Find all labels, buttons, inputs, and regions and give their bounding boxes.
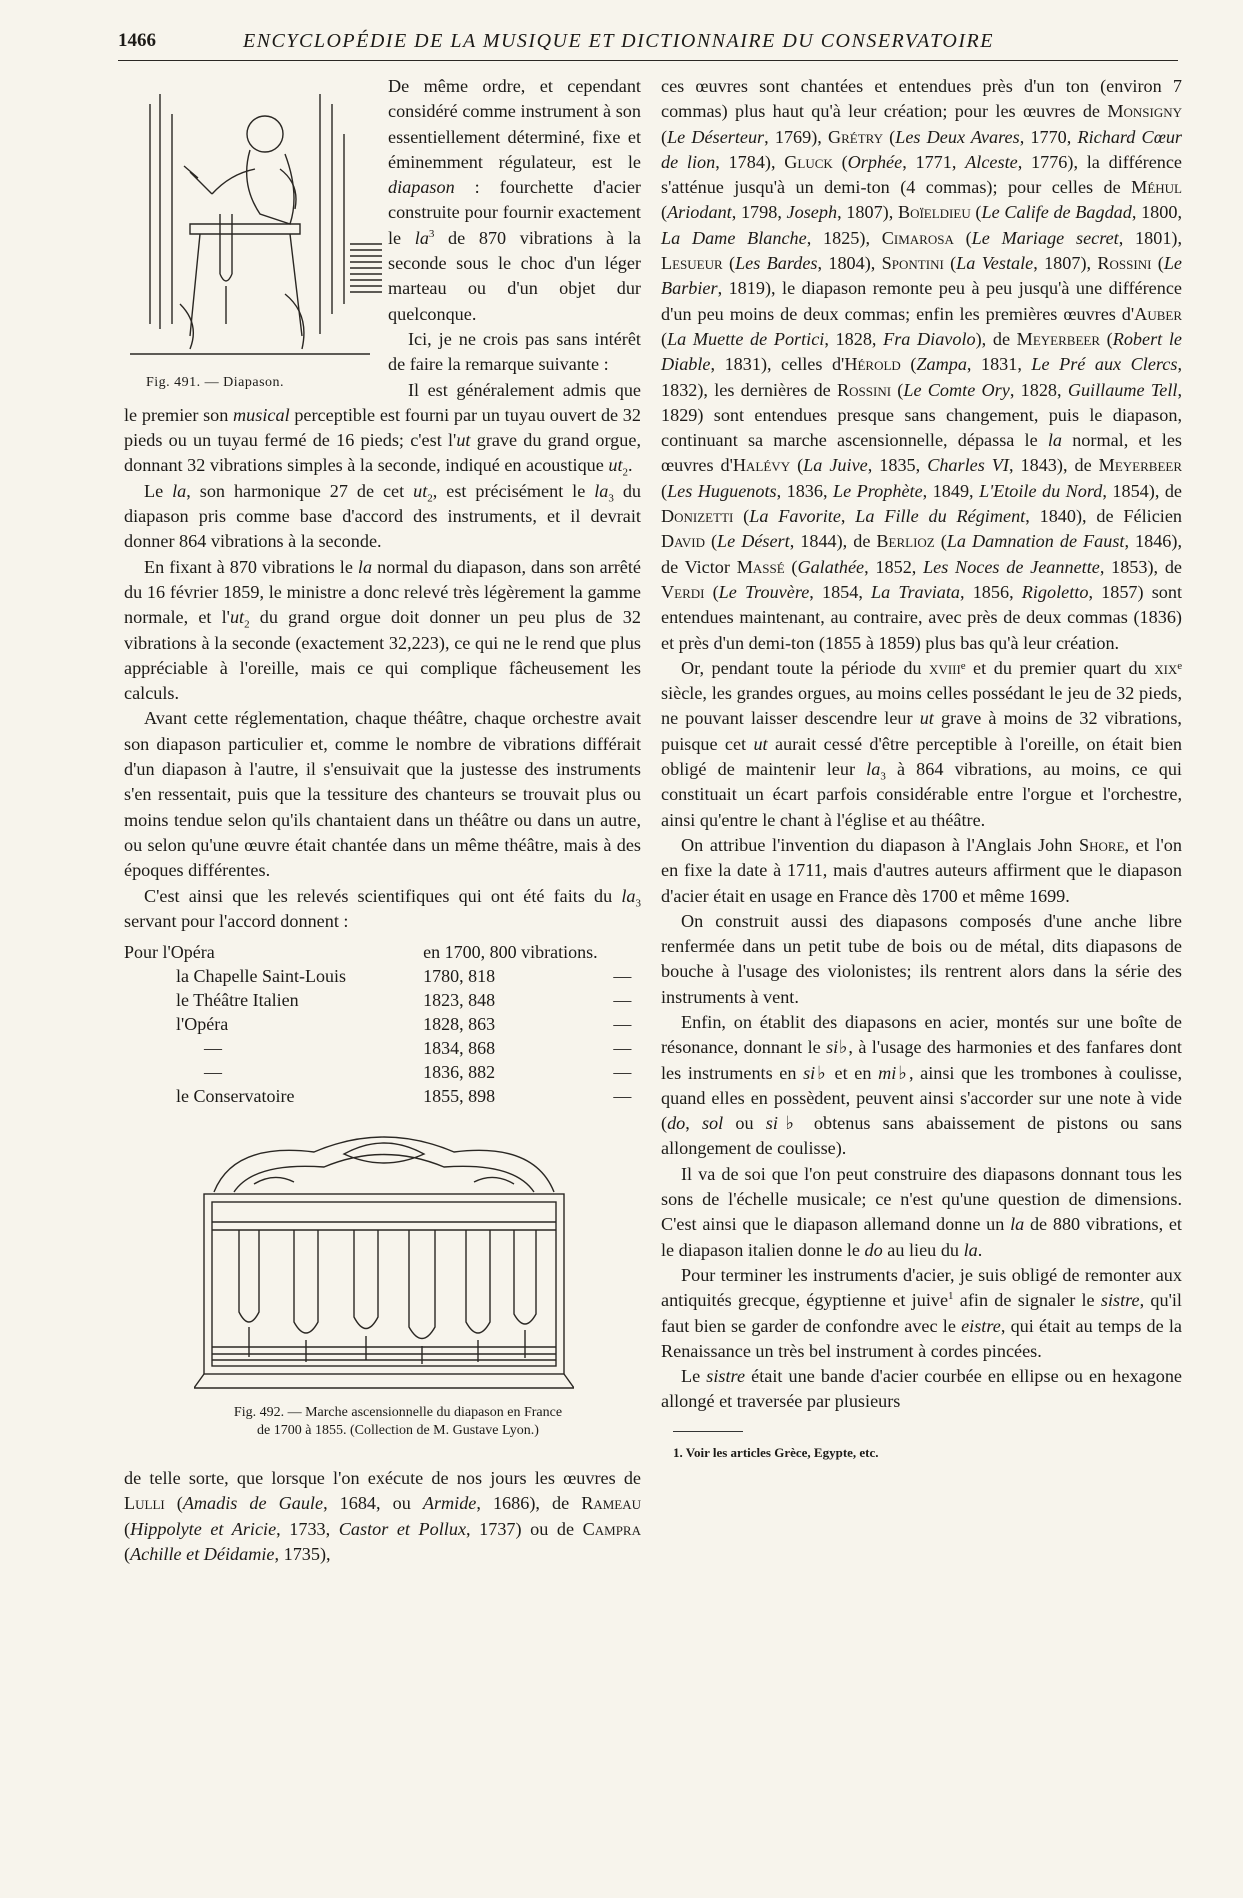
releve-valeur: 1855, 898 — [423, 1086, 496, 1107]
releve-lieu: Pour l'Opéra — [124, 942, 215, 963]
paragraph: Enfin, on établit des diapasons en acier, montés sur une boîte de résonance, donnant le si♭, à l'usage des harmonies et des fanfares dont les instruments en si♭ et en mi♭, ainsi que les trombones à coulisse, quand elles en possèdent, peuvent ainsi s'accorder sur une note à vide (do, sol ou si♭ obtenus sans abaissement de pistons ou sans allongement de coulisse). — [661, 1011, 1183, 1159]
releve-lieu: la Chapelle Saint-Louis — [176, 966, 346, 987]
releve-valeur: 1834, 868 — [423, 1038, 496, 1059]
paragraph: Il est généralement admis que le premier son musical perceptible est fourni par un tuyau ouvert de 32 pieds ou un tuyau fermé de 16 pieds; c'est l'ut grave du grand orgue, donnant 32 vibrations simples à la seconde, indiqué en acoustique $ut_2$. — [124, 379, 641, 480]
paragraph: On attribue l'invention du diapason à l'Anglais John Shore, et l'on en fixe la date à 1711, mais d'autres auteurs affirment que le diapason d'acier était en usage en France dès 1700 et même 1699. — [661, 834, 1182, 906]
left-column — [124, 74, 641, 1567]
table-row — [124, 964, 641, 988]
paragraph: Pour terminer les instruments d'acier, je suis obligé de remonter aux antiquités grecque, égyptienne et juive$^1$ afin de signaler le sistre, qu'il faut bien se garder de confondre avec le eistre, qui était au temps de la Renaissance un très bel instrument à cordes pincées. — [661, 1264, 1183, 1361]
releves-table — [124, 940, 641, 1108]
releve-dash: — — [613, 1062, 632, 1083]
paragraph: Le la, son harmonique 27 de cet $ut_2$, est précisément le $la_3$ du diapason pris comme base d'accord des instruments, et il devrait donner 864 vibrations à la seconde. — [124, 480, 642, 552]
figure-492-caption — [158, 1404, 638, 1440]
table-row — [124, 1084, 641, 1108]
releve-lieu: — — [204, 1038, 222, 1059]
figure-491 — [120, 74, 382, 390]
releve-valeur: 1823, 848 — [423, 990, 496, 1011]
footnote: 1. Voir les articles Grèce, Egypte, etc. — [673, 1444, 879, 1460]
paragraph: ces œuvres sont chantées et entendues près d'un ton (environ 7 commas) plus haut qu'à leur création; pour les œuvres de Monsigny (Le Déserteur, 1769), Grétry (Les Deux Avares, 1770, Richard Cœur de lion, 1784), Gluck (Orphée, 1771, Alceste, 1776), la différence s'atténue jusqu'à un demi-ton (4 commas); pour celles de Méhul (Ariodant, 1798, Joseph, 1807), Boïeldieu (Le Calife de Bagdad, 1800, La Dame Blanche, 1825), Cimarosa (Le Mariage secret, 1801), Lesueur (Les Bardes, 1804), Spontini (La Vestale, 1807), Rossini (Le Barbier, 1819), le diapason remonte peu à peu jusqu'à une différence d'un peu moins de deux commas; enfin les premières œuvres d'Auber (La Muette de Portici, 1828, Fra Diavolo), de Meyerbeer (Robert le Diable, 1831), celles d'Hérold (Zampa, 1831, Le Pré aux Clercs, 1832), les dernières de Rossini (Le Comte Ory, 1828, Guillaume Tell, 1829) sont entendues presque sans changement, puis le diapason, continuant sa marche ascensionnelle, dépassa le la normal, et les œuvres d'Halévy (La Juive, 1835, Charles VI, 1843), de Meyerbeer (Les Huguenots, 1836, Le Prophète, 1849, L'Etoile du Nord, 1854), de Donizetti (La Favorite, La Fille du Régiment, 1840), de Félicien David (Le Désert, 1844), de Berlioz (La Damnation de Faust, 1846), de Victor Massé (Galathée, 1852, Les Noces de Jeannette, 1853), de Verdi (Le Trouvère, 1854, La Traviata, 1856, Rigoletto, 1857) sont entendues maintenant, au contraire, avec près de deux commas (1836) et près d'un demi-ton (1855 à 1859) plus bas qu'à leur création. — [661, 76, 1183, 653]
releve-dash: — — [613, 1086, 632, 1107]
releve-dash: — — [613, 990, 632, 1011]
tuning-fork-collection-engraving — [194, 1122, 574, 1392]
figure-492-caption-line: de 1700 à 1855. (Collection de M. Gustave Lyon.) — [257, 1423, 539, 1439]
table-row — [124, 1012, 641, 1036]
running-title: ENCYCLOPÉDIE DE LA MUSIQUE ET DICTIONNAIRE DU CONSERVATOIRE — [243, 30, 994, 52]
table-row — [124, 1036, 641, 1060]
table-row — [124, 988, 641, 1012]
page-header — [118, 30, 1178, 61]
releve-lieu: l'Opéra — [176, 1014, 229, 1035]
paragraph: En fixant à 870 vibrations le la normal du diapason, dans son arrêté du 16 février 1859, le ministre a donc relevé très légèrement la gamme normale, et $l'ut_2$ du grand orgue doit donner un peu plus de 32 vibrations à la seconde (exactement 32,223), ce qui ne le rend que plus appréciable à l'oreille, mais ce qui complique fâcheusement les calculs. — [124, 556, 641, 704]
releve-dash: — — [613, 1014, 632, 1035]
table-row — [124, 1060, 641, 1084]
paragraph: C'est ainsi que les relevés scientifiques qui ont été faits du $la_3$ servant pour l'accord donnent : — [124, 885, 641, 931]
paragraph: Il va de soi que l'on peut construire des diapasons donnant tous les sons de l'échelle musicale; ce n'est qu'une question de dimensions. C'est ainsi que le diapason allemand donne un la de 880 vibrations, et le diapason italien donne le do au lieu du la. — [661, 1163, 1182, 1260]
releve-valeur: 1836, 882 — [423, 1062, 496, 1083]
paragraph: Avant cette réglementation, chaque théâtre, chaque orchestre avait son diapason particulier et, comme le nombre de vibrations différait d'un diapason à l'autre, il s'ensuivait que la justesse des instruments s'en ressentait, puis que la tessiture des chanteurs se trouvait plus ou moins tendue selon qu'ils chantaient dans un théâtre ou dans un autre, ou selon qu'une œuvre était chantée dans un même théâtre, mais à des époques différentes. — [124, 708, 641, 881]
releve-dash: — — [613, 1038, 632, 1059]
footnote-rule — [673, 1431, 743, 1432]
releve-valeur: 1828, 863 — [423, 1014, 496, 1035]
paragraph: de telle sorte, que lorsque l'on exécute de nos jours les œuvres de Lulli (Amadis de Gaule, 1684, ou Armide, 1686), de Rameau (Hippolyte et Aricie, 1733, Castor et Pollux, 1737) ou de Campra (Achille et Déidamie, 1735), — [124, 1468, 641, 1564]
releve-valeur: en 1700, 800 vibrations. — [423, 942, 598, 963]
paragraph: De même ordre, et cependant considéré comme instrument à son essentiellement déterminé, fixe et éminemment régulateur, est le diapason : fourchette d'acier construite pour fournir exactement le $la^3$ de 870 vibrations à la seconde sous le choc d'un léger marteau ou d'un objet dur quelconque. — [388, 76, 641, 324]
figure-492 — [124, 1122, 641, 1462]
releve-dash: — — [613, 966, 632, 987]
figure-492-caption-line: Fig. 492. — Marche ascensionnelle du diapason en France — [233, 1405, 563, 1421]
releve-lieu: le Conservatoire — [176, 1086, 295, 1107]
paragraph: Or, pendant toute la période du xviiiᵉ et du premier quart du xixᵉ siècle, les grandes orgues, au moins celles possédant le jeu de 32 pieds, ne pouvant laisser descendre leur ut grave à moins de 32 vibrations, puisque cet ut aurait cessé d'être perceptible à l'oreille, on était bien obligé de maintenir leur $la_3$ à 864 vibrations, au moins, ce qui constituait un écart parfois considérable entre l'orgue et l'orchestre, ainsi qu'entre le chant à l'église et au théâtre. — [661, 657, 1182, 830]
paragraph: On construit aussi des diapasons composés d'une anche libre renfermée dans un petit tube de bois ou de métal, dits diapasons de bouche à l'usage des violonistes; ils rentrent alors dans la série des instruments à vent. — [661, 910, 1182, 1007]
tuning-fork-engraving — [120, 74, 382, 370]
paragraph: Ici, je ne crois pas sans intérêt de faire la remarque suivante : — [388, 328, 641, 375]
page-number: 1466 — [118, 30, 156, 51]
paragraph: Le sistre était une bande d'acier courbée en ellipse ou en hexagone allongé et traversée par plusieurs — [661, 1366, 1182, 1412]
releve-lieu: le Théâtre Italien — [176, 990, 299, 1011]
right-column — [661, 74, 1182, 1465]
figure-491-caption: Fig. 491. — Diapason. — [146, 375, 285, 390]
table-row — [124, 940, 641, 964]
releve-valeur: 1780, 818 — [423, 966, 496, 987]
releve-lieu: — — [204, 1062, 222, 1083]
